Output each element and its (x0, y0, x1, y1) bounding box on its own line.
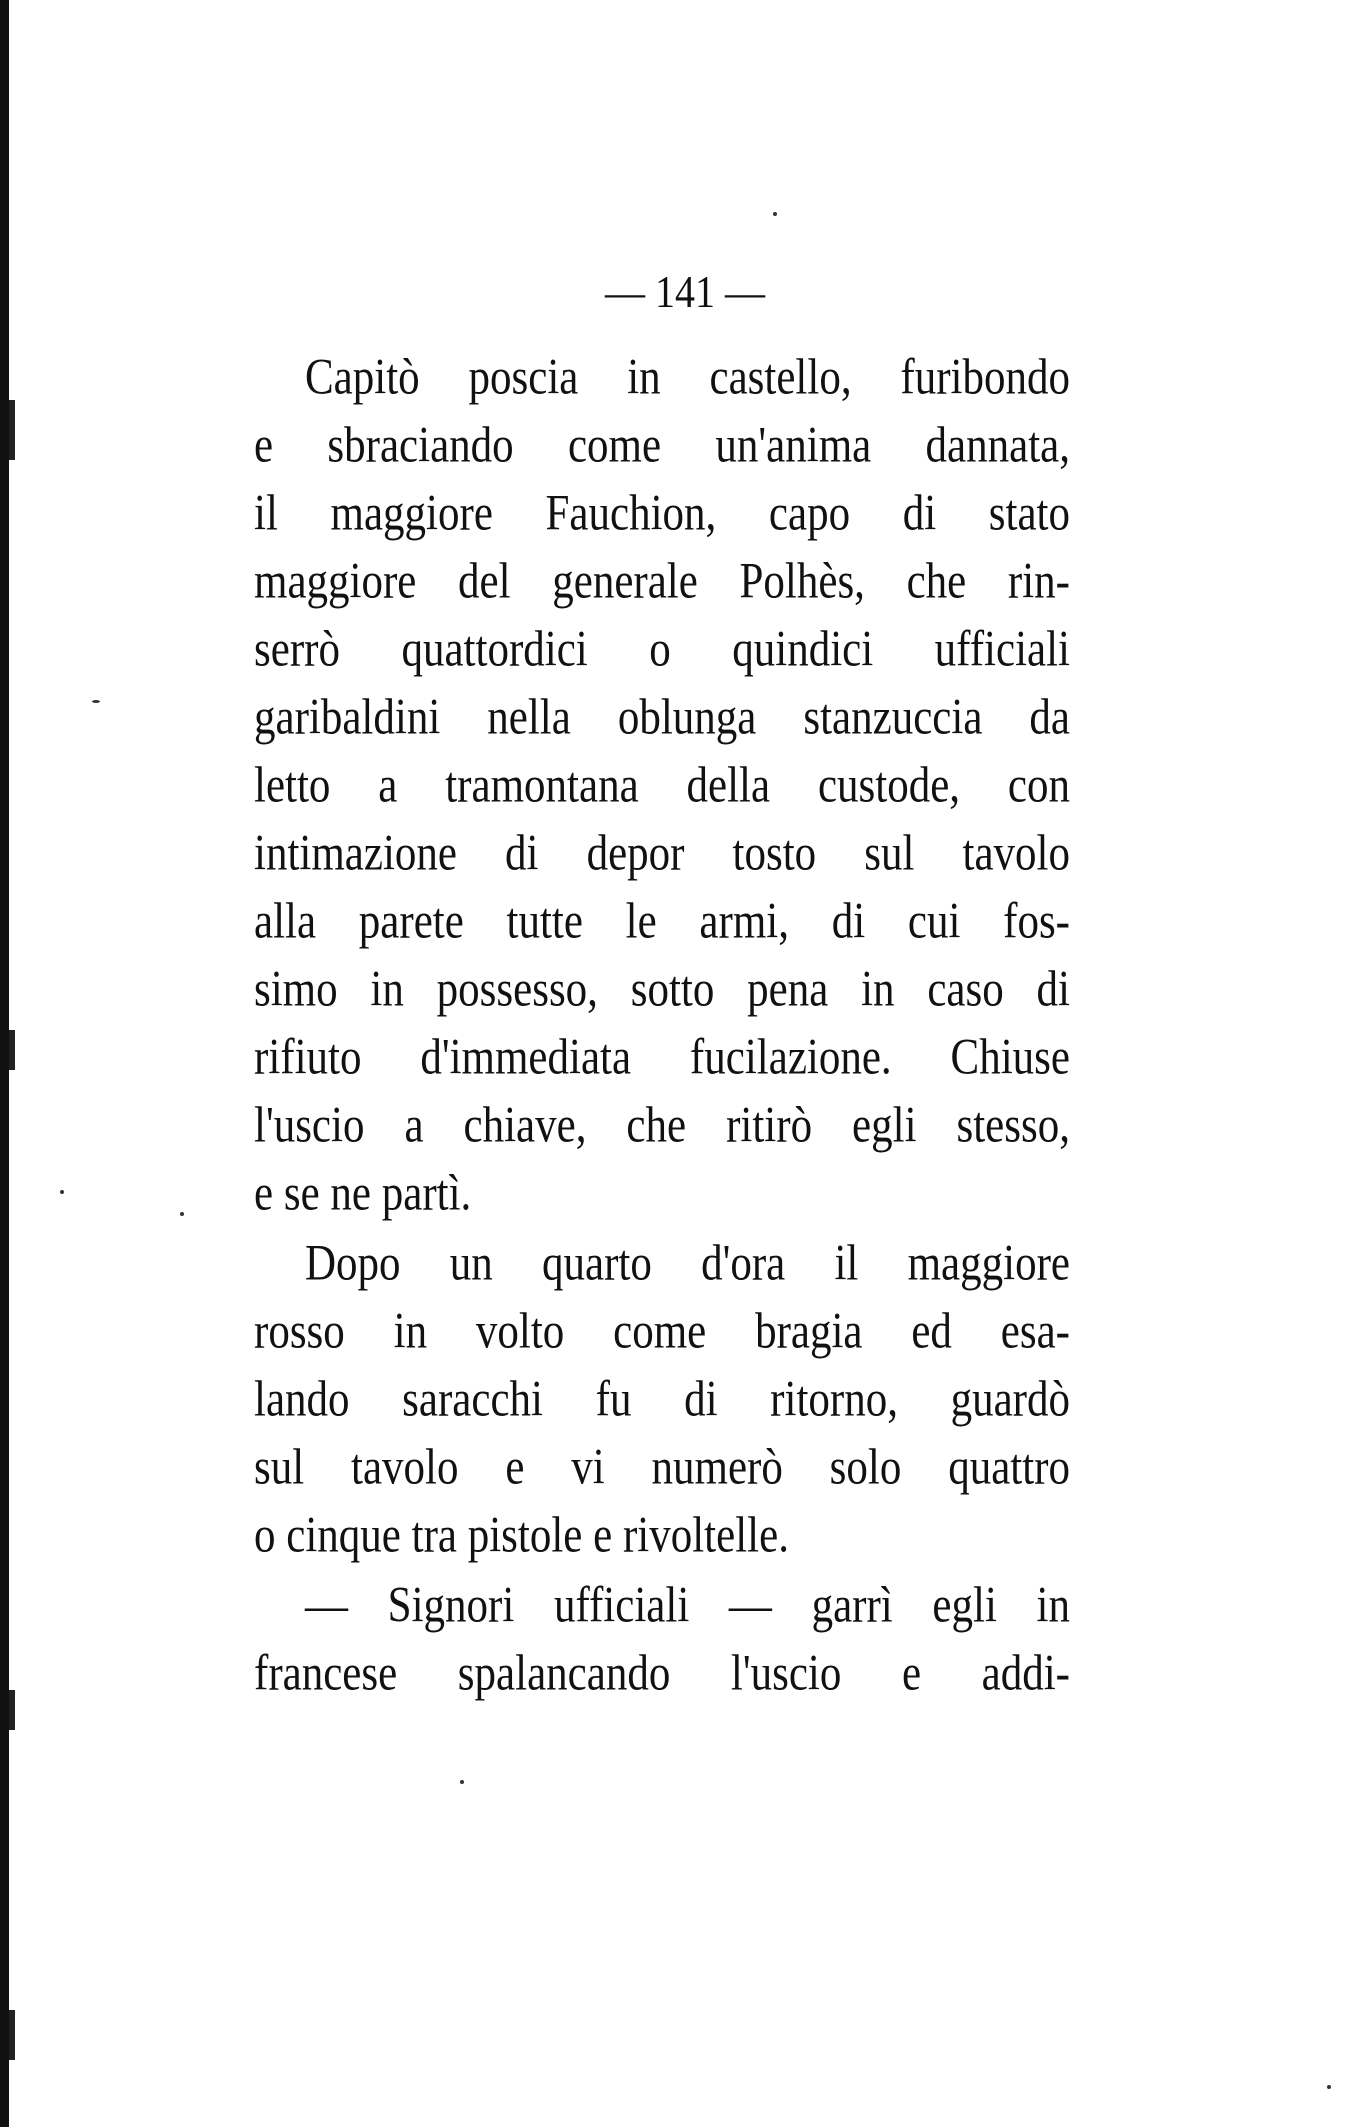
scan-border (0, 0, 9, 2127)
scan-mark (9, 400, 15, 460)
text-line: rosso in volto come bragia ed esa- (254, 1303, 1070, 1360)
text-line: — Signori ufficiali — garrì egli in (305, 1577, 1070, 1634)
text-line: sul tavolo e vi numerò solo quattro (254, 1439, 1070, 1496)
text-line: letto a tramontana della custode, con (254, 757, 1070, 814)
text-line: lando saracchi fu di ritorno, guardò (254, 1371, 1070, 1428)
scan-speck (773, 212, 777, 216)
text-line: Capitò poscia in castello, furibondo (305, 349, 1070, 406)
body-text (254, 344, 1070, 1708)
text-line: l'uscio a chiave, che ritirò egli stesso, (254, 1097, 1070, 1154)
text-line: maggiore del generale Polhès, che rin- (254, 553, 1070, 610)
scan-mark (9, 1030, 15, 1070)
paragraph (254, 1230, 1070, 1570)
scan-speck (92, 700, 100, 703)
scan-speck (180, 1212, 184, 1216)
scan-mark (9, 2010, 15, 2060)
text-line: il maggiore Fauchion, capo di stato (254, 485, 1070, 542)
page-number: — 141 — (605, 265, 765, 318)
text-line: garibaldini nella oblunga stanzuccia da (254, 689, 1070, 746)
text-line: o cinque tra pistole e rivoltelle. (254, 1507, 789, 1564)
text-line: rifiuto d'immediata fucilazione. Chiuse (254, 1029, 1070, 1086)
scan-speck (60, 1190, 64, 1194)
text-line: intimazione di depor tosto sul tavolo (254, 825, 1070, 882)
paragraph (254, 344, 1070, 1228)
text-line: francese spalancando l'uscio e addi- (254, 1645, 1070, 1702)
text-line: simo in possesso, sotto pena in caso di (254, 961, 1070, 1018)
text-line: Dopo un quarto d'ora il maggiore (305, 1235, 1070, 1292)
text-line: serrò quattordici o quindici ufficiali (254, 621, 1070, 678)
text-line: alla parete tutte le armi, di cui fos- (254, 893, 1070, 950)
text-line: e sbraciando come un'anima dannata, (254, 417, 1070, 474)
scan-mark (9, 1690, 15, 1730)
paragraph (254, 1572, 1070, 1708)
text-line: e se ne partì. (254, 1165, 472, 1222)
scan-speck (1327, 2085, 1331, 2089)
scan-speck (460, 1780, 464, 1784)
